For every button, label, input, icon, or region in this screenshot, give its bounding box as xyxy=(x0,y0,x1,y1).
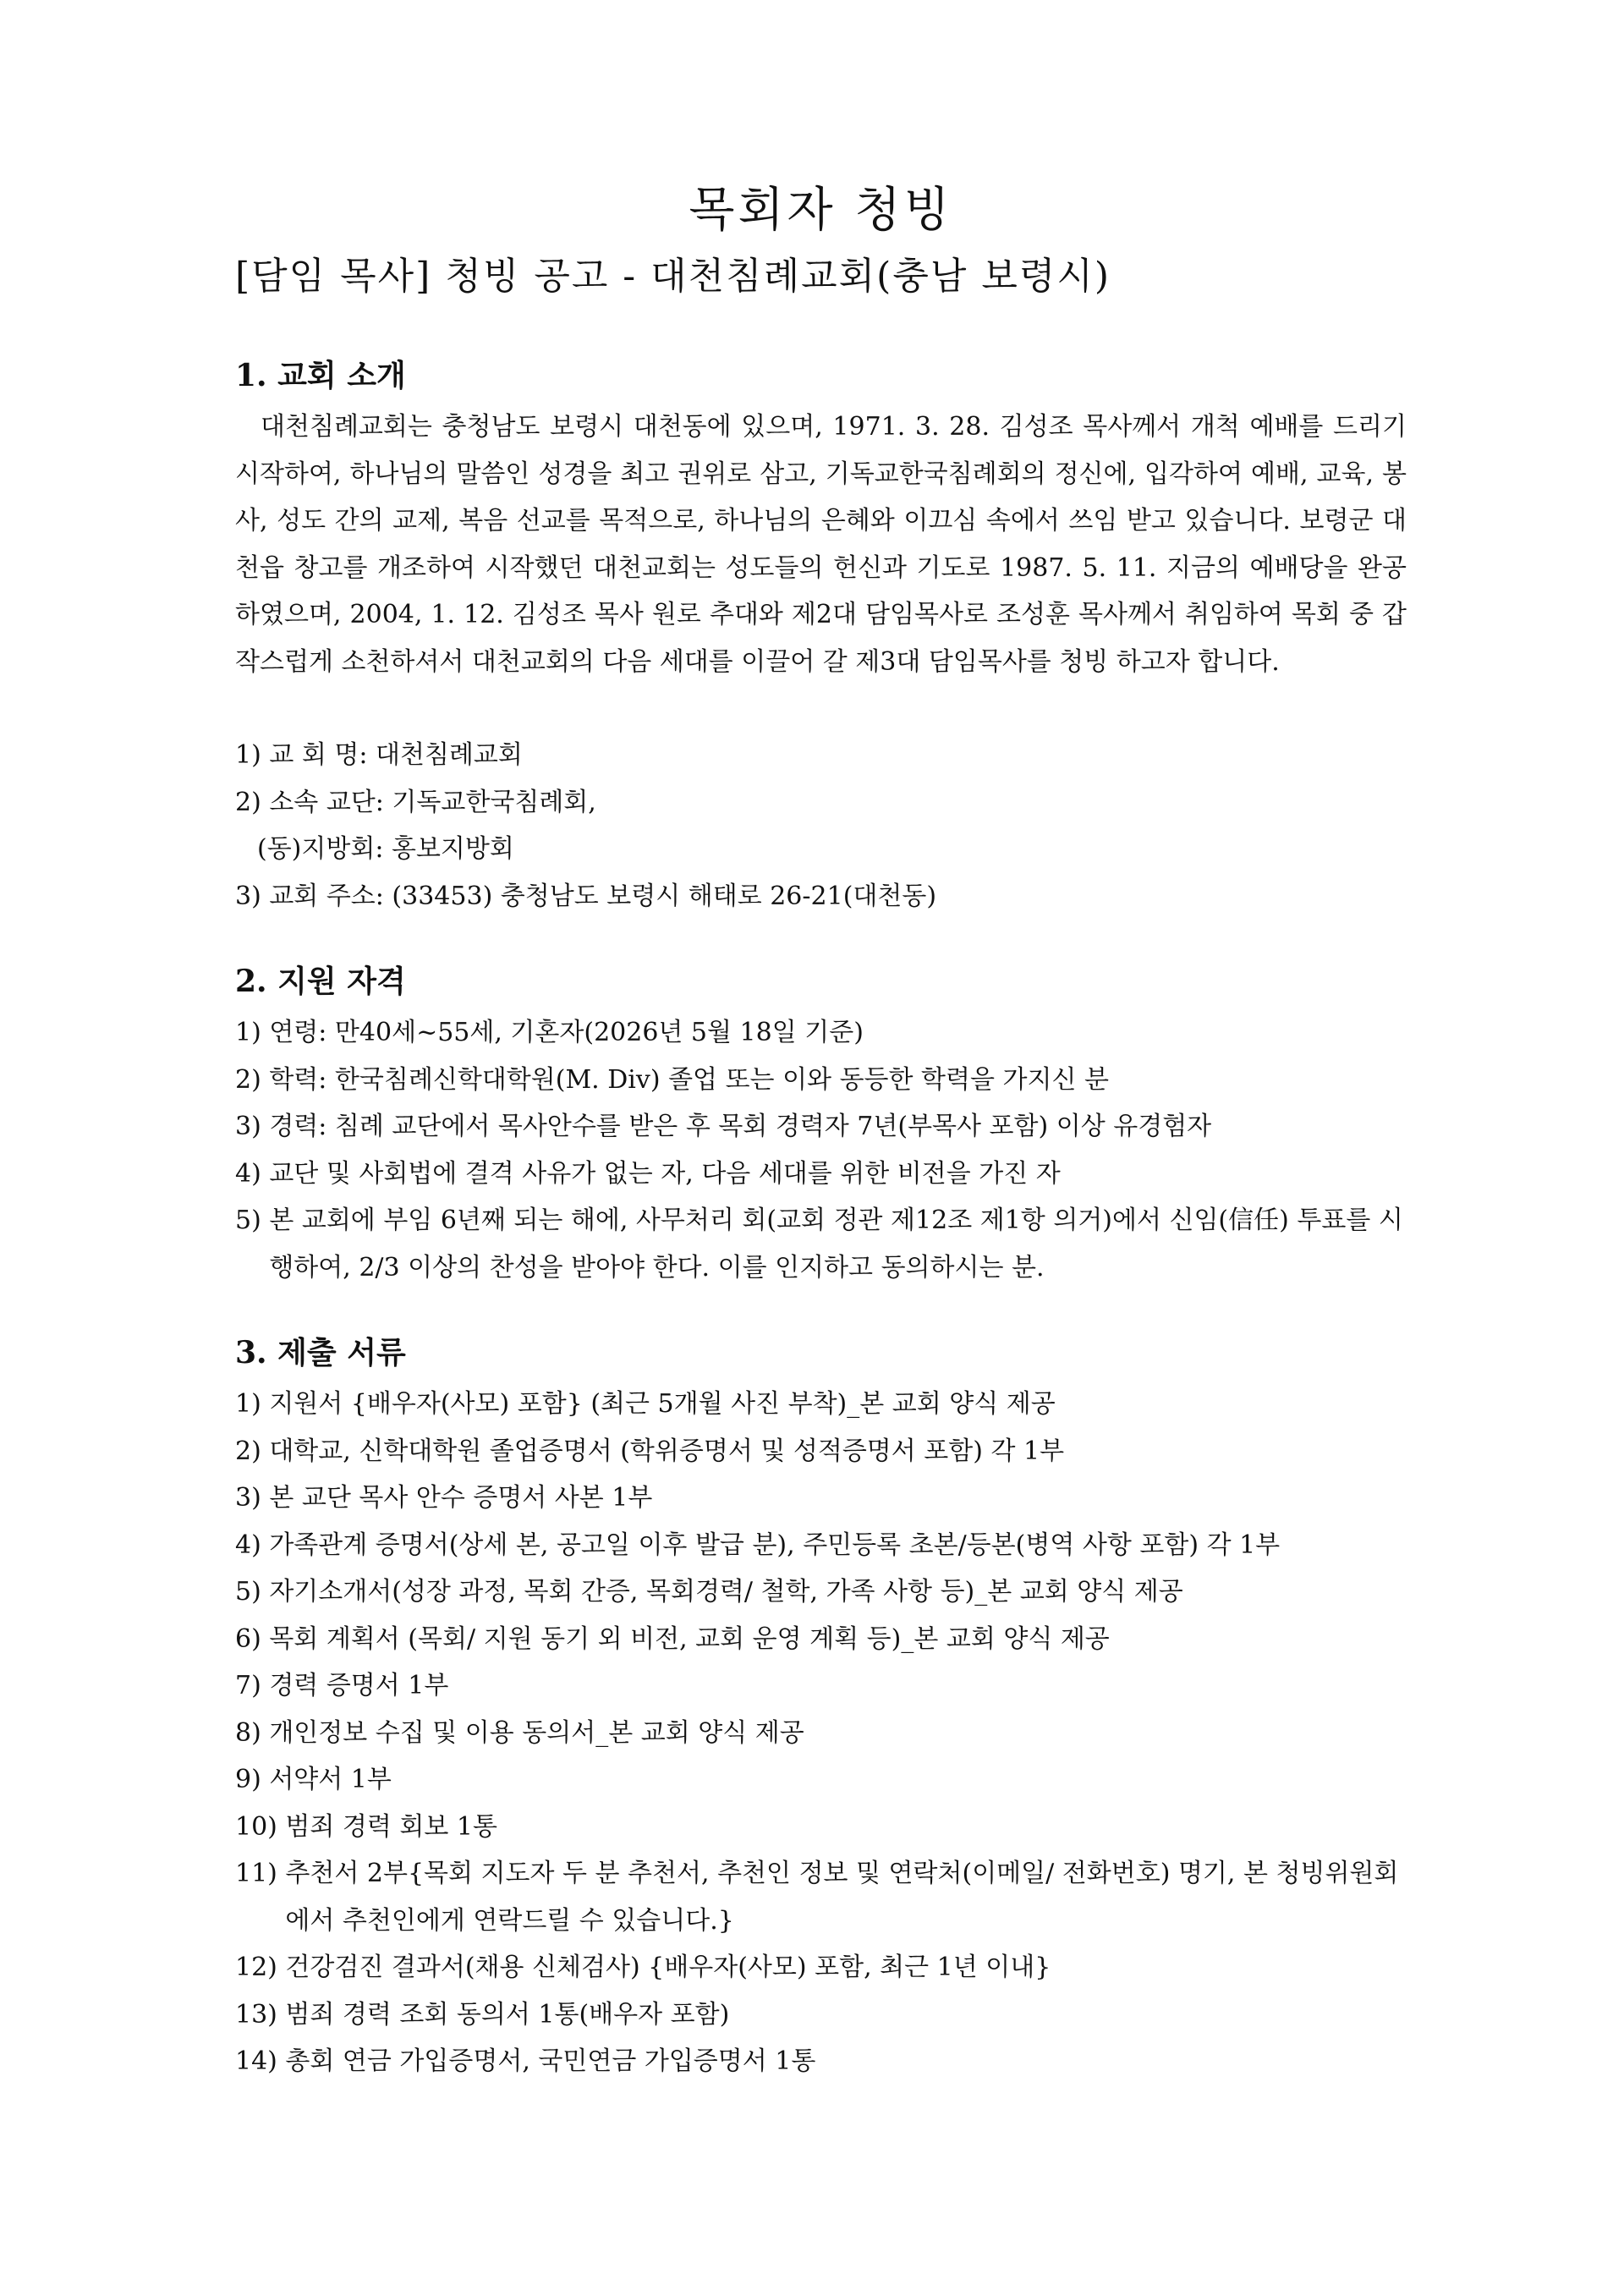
list-item-text: 범죄 경력 조회 동의서 1통(배우자 포함) xyxy=(285,1999,730,2030)
list-item-number: 3) xyxy=(235,1112,270,1142)
list-item xyxy=(235,1057,1407,1104)
list-item-number: 4) xyxy=(235,1158,270,1189)
list-item-text: 교회 주소: (33453) 충청남도 보령시 해태로 26-21(대천동) xyxy=(269,881,937,911)
list-item-number: 2) xyxy=(235,1064,270,1095)
list-item-number: 11) xyxy=(235,1859,286,1889)
list-item-number: 8) xyxy=(235,1717,270,1748)
list-item xyxy=(235,732,1407,779)
list-item-number: 1) xyxy=(235,1389,270,1420)
list-item-number: 1) xyxy=(235,1018,270,1048)
list-item-text: 가족관계 증명서(상세 본, 공고일 이후 발급 분), 주민등록 초본/등본(병역 사항 포함) 각 1부 xyxy=(269,1530,1281,1560)
list-item-number: 4) xyxy=(235,1530,270,1560)
list-item xyxy=(235,1475,1407,1522)
list-item-text: 지원서 {배우자(사모) 포함} (최근 5개월 사진 부착)_본 교회 양식 제공 xyxy=(269,1389,1056,1420)
documents-list xyxy=(235,1381,1407,2085)
list-item xyxy=(235,1103,1407,1151)
page-subtitle: [담임 목사] 청빙 공고 - 대천침례교회(충남 보령시) xyxy=(235,255,1111,299)
list-item-text: 범죄 경력 회보 1통 xyxy=(285,1811,497,1842)
list-item-number: 7) xyxy=(235,1671,270,1701)
list-item-number: 6) xyxy=(235,1623,270,1654)
list-item xyxy=(235,1991,1407,2039)
list-item-text: 총회 연금 가입증명서, 국민연금 가입증명서 1통 xyxy=(285,2046,816,2077)
list-item xyxy=(235,826,1407,873)
list-item-text: 학력: 한국침례신학대학원(M. Div) 졸업 또는 이와 동등한 학력을 가지신 분 xyxy=(269,1064,1109,1095)
list-item xyxy=(235,1944,1407,1991)
list-item-number: 3) xyxy=(235,1483,270,1513)
section-heading: 3. 제출 서류 xyxy=(235,1335,406,1371)
list-item-number: 5) xyxy=(235,1206,270,1236)
list-item xyxy=(235,1850,1407,1944)
section-qualifications xyxy=(235,958,1407,1291)
list-item-text: 연령: 만40세~55세, 기혼자(2026년 5월 18일 기준) xyxy=(269,1018,864,1048)
list-item xyxy=(235,2038,1407,2085)
list-item-number: 3) xyxy=(235,881,270,911)
list-item-text: 자기소개서(성장 과정, 목회 간증, 목회경력/ 철학, 가족 사항 등)_본 교회 양식 제공 xyxy=(269,1577,1183,1607)
section-heading: 2. 지원 자격 xyxy=(235,964,406,1000)
list-item-number: 1) xyxy=(235,740,270,771)
church-info-list xyxy=(235,732,1407,920)
list-item-text: 본 교회에 부임 6년째 되는 해에, 사무처리 회(교회 정관 제12조 제1항 의거)에서 신임(信任) 투표를 시행하여, 2/3 이상의 찬성을 받아야 한다. 이를 인지하고 동의하시는 분. xyxy=(269,1206,1403,1283)
list-item-text: 교단 및 사회법에 결격 사유가 없는 자, 다음 세대를 위한 비전을 가진 자 xyxy=(269,1158,1061,1189)
qualifications-list xyxy=(235,1009,1407,1291)
list-item-text: (동)지방회: 홍보지방회 xyxy=(257,834,514,865)
document-body xyxy=(235,182,1407,2085)
list-item-text: 교 회 명: 대천침례교회 xyxy=(269,740,523,771)
list-item xyxy=(235,1710,1407,1757)
list-item-text: 소속 교단: 기독교한국침례회, xyxy=(269,787,596,817)
section-heading: 1. 교회 소개 xyxy=(235,358,406,394)
list-item-number: 10) xyxy=(235,1811,286,1842)
list-item xyxy=(235,1197,1407,1291)
list-item-text: 본 교단 목사 안수 증명서 사본 1부 xyxy=(269,1483,653,1513)
list-item-number: 2) xyxy=(235,1436,270,1466)
list-item xyxy=(235,1522,1407,1569)
list-item-number: 9) xyxy=(235,1765,270,1795)
list-item-text: 경력: 침례 교단에서 목사안수를 받은 후 목회 경력자 7년(부목사 포함) 이상 유경험자 xyxy=(269,1112,1212,1142)
list-item xyxy=(235,1756,1407,1804)
list-item-text: 목회 계획서 (목회/ 지원 동기 외 비전, 교회 운영 계획 등)_본 교회 양식 제공 xyxy=(269,1623,1110,1654)
section-church-intro xyxy=(235,353,1407,920)
list-item xyxy=(235,1804,1407,1851)
list-item-text: 추천서 2부{목회 지도자 두 분 추천서, 추천인 정보 및 연락처(이메일/ 전화번호) 명기, 본 청빙위원회에서 추천인에게 연락드릴 수 있습니다.} xyxy=(285,1859,1399,1936)
list-item-text: 경력 증명서 1부 xyxy=(269,1671,449,1701)
list-item xyxy=(235,1009,1407,1057)
list-item-number: 2) xyxy=(235,787,270,817)
list-item xyxy=(235,873,1407,920)
section-required-documents xyxy=(235,1330,1407,2085)
list-item xyxy=(235,1616,1407,1663)
list-item-text: 개인정보 수집 및 이용 동의서_본 교회 양식 제공 xyxy=(269,1717,804,1748)
page-title: 목회자 청빙 xyxy=(689,183,953,238)
list-item-text: 건강검진 결과서(채용 신체검사) {배우자(사모) 포함, 최근 1년 이내} xyxy=(285,1953,1051,1983)
list-item-number: 12) xyxy=(235,1953,286,1983)
list-item xyxy=(235,779,1407,827)
list-item-text: 서약서 1부 xyxy=(269,1765,392,1795)
list-item xyxy=(235,1662,1407,1710)
list-item xyxy=(235,1568,1407,1616)
list-item-number: 14) xyxy=(235,2046,286,2077)
list-item xyxy=(235,1381,1407,1428)
list-item-text: 대학교, 신학대학원 졸업증명서 (학위증명서 및 성적증명서 포함) 각 1부 xyxy=(269,1436,1065,1466)
list-item-number: 5) xyxy=(235,1577,270,1607)
list-item xyxy=(235,1428,1407,1475)
list-item-number: 13) xyxy=(235,1999,286,2030)
church-intro-paragraph: 대천침례교회는 충청남도 보령시 대천동에 있으며, 1971. 3. 28. 김성조 목사께서 개척 예배를 드리기 시작하여, 하나님의 말씀인 성경을 최고 권위로 삼고, 기독교한국침례회의 정신에, 입각하여 예배, 교육, 봉사, 성도 간의 교제, 복음 선교를 목적으로, 하나님의 은혜와 이끄심 속에서 쓰임 받고 있습니다. 보령군 대천읍 창고를 개조하여 시작했던 대천교회는 성도들의 헌신과 기도로 1987. 5. 11. 지금의 예배당을 완공하였으며, 2004, 1. 12. 김성조 목사 원로 추대와 제2대 담임목사로 조성훈 목사께서 취임하여 목회 중 갑작스럽게 소천하셔서 대천교회의 다음 세대를 이끌어 갈 제3대 담임목사를 청빙 하고자 합니다. xyxy=(235,412,1407,677)
list-item xyxy=(235,1151,1407,1198)
